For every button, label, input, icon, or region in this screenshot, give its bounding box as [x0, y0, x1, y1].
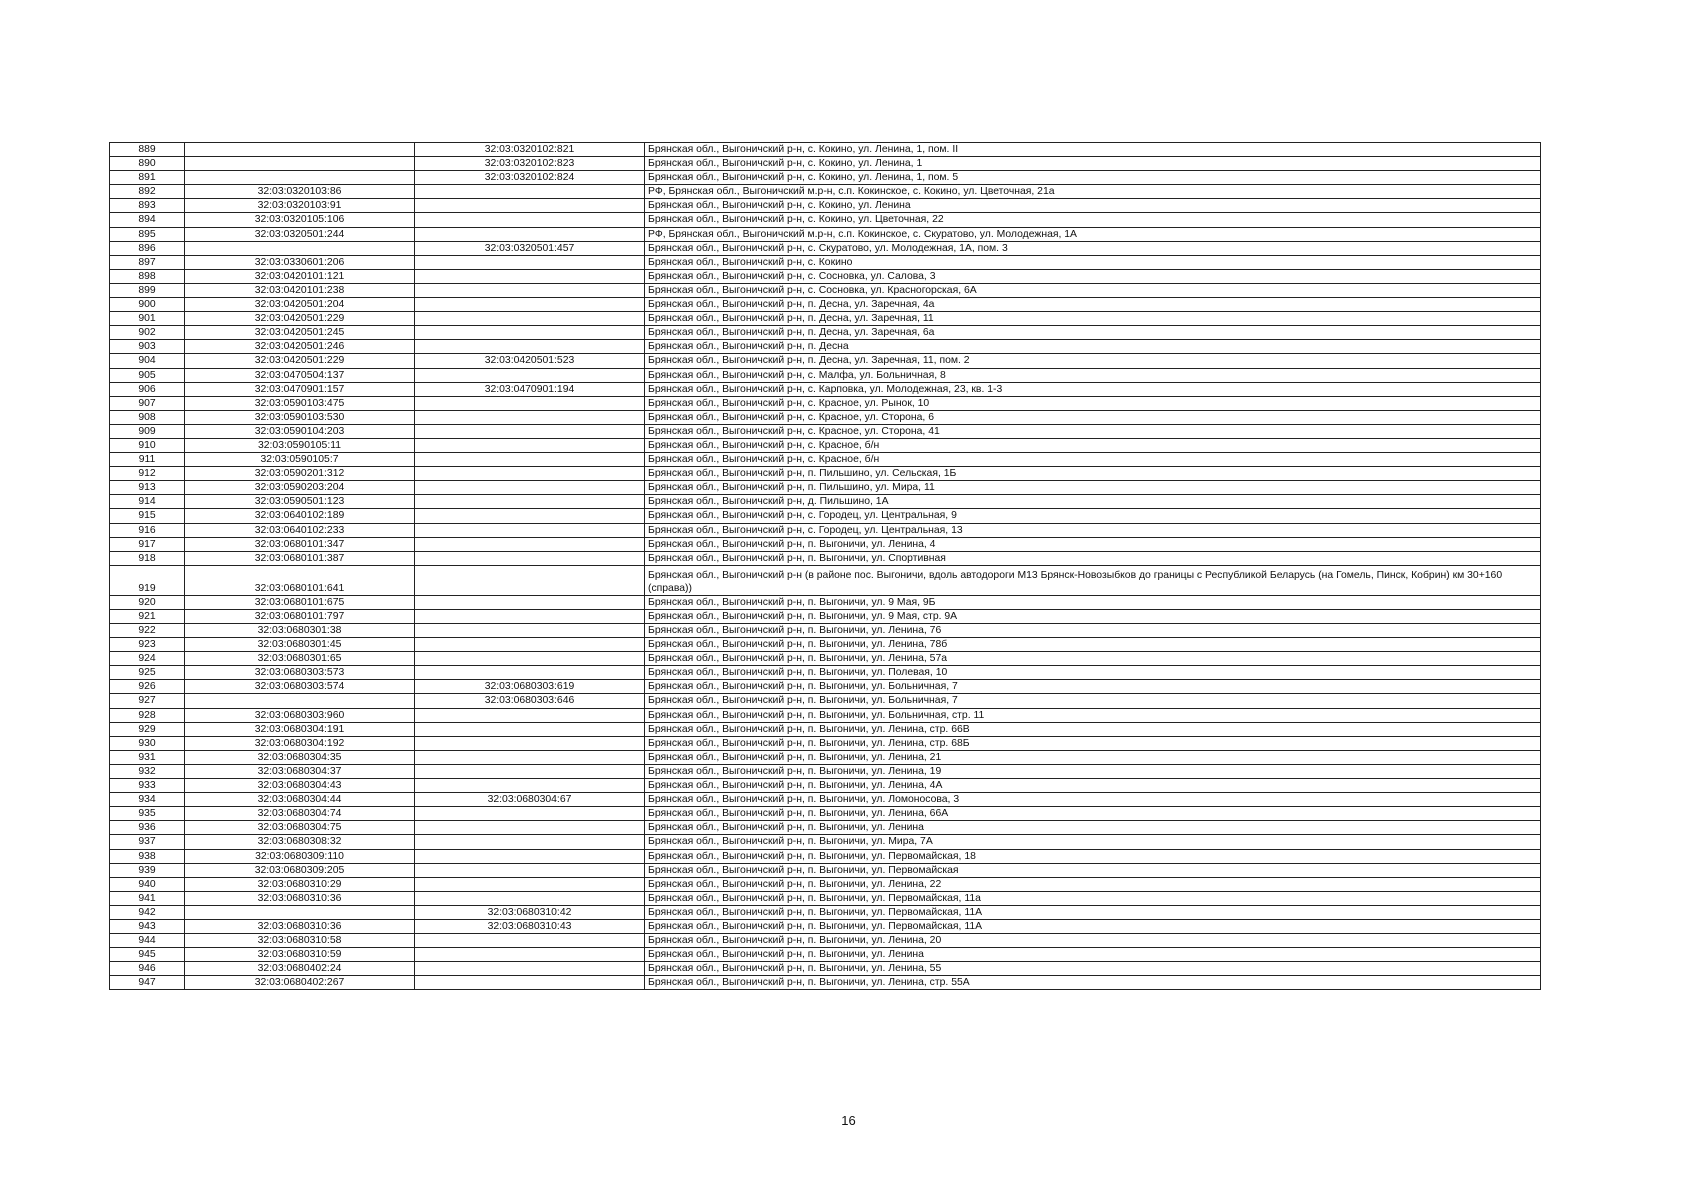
table-row	[110, 807, 1541, 821]
row-number: 908	[110, 410, 185, 424]
row-number: 928	[110, 708, 185, 722]
land-cadastral-number: 32:03:0680304:74	[185, 807, 415, 821]
building-cadastral-number	[415, 312, 645, 326]
building-cadastral-number: 32:03:0680310:42	[415, 905, 645, 919]
row-number: 943	[110, 919, 185, 933]
address: Брянская обл., Выгоничский р-н, с. Кокино, ул. Ленина, 1	[645, 157, 1541, 171]
building-cadastral-number: 32:03:0320102:823	[415, 157, 645, 171]
land-cadastral-number: 32:03:0590203:204	[185, 481, 415, 495]
table-row	[110, 509, 1541, 523]
building-cadastral-number	[415, 849, 645, 863]
row-number: 937	[110, 835, 185, 849]
land-cadastral-number: 32:03:0420501:229	[185, 312, 415, 326]
land-cadastral-number: 32:03:0680301:65	[185, 652, 415, 666]
table-row	[110, 410, 1541, 424]
building-cadastral-number	[415, 410, 645, 424]
address: Брянская обл., Выгоничский р-н, с. Кокино, ул. Цветочная, 22	[645, 213, 1541, 227]
land-cadastral-number: 32:03:0590103:530	[185, 410, 415, 424]
building-cadastral-number: 32:03:0680304:67	[415, 793, 645, 807]
address: Брянская обл., Выгоничский р-н, п. Выгоничи, ул. Первомайская, 11А	[645, 919, 1541, 933]
address: Брянская обл., Выгоничский р-н, п. Выгоничи, ул. Ленина, 19	[645, 764, 1541, 778]
row-number: 938	[110, 849, 185, 863]
table-row	[110, 157, 1541, 171]
row-number: 925	[110, 666, 185, 680]
table-row	[110, 962, 1541, 976]
table-row	[110, 877, 1541, 891]
building-cadastral-number	[415, 934, 645, 948]
table-row	[110, 143, 1541, 157]
table-row	[110, 624, 1541, 638]
building-cadastral-number	[415, 326, 645, 340]
building-cadastral-number: 32:03:0680303:619	[415, 680, 645, 694]
row-number: 906	[110, 382, 185, 396]
building-cadastral-number	[415, 976, 645, 990]
table-row	[110, 298, 1541, 312]
row-number: 902	[110, 326, 185, 340]
table-row	[110, 467, 1541, 481]
address: Брянская обл., Выгоничский р-н, п. Десна, ул. Заречная, 4а	[645, 298, 1541, 312]
land-cadastral-number: 32:03:0680304:191	[185, 722, 415, 736]
building-cadastral-number	[415, 509, 645, 523]
building-cadastral-number	[415, 638, 645, 652]
row-number: 926	[110, 680, 185, 694]
building-cadastral-number	[415, 523, 645, 537]
table-row	[110, 537, 1541, 551]
table-row	[110, 863, 1541, 877]
table-row	[110, 652, 1541, 666]
table-row	[110, 891, 1541, 905]
land-cadastral-number: 32:03:0680301:45	[185, 638, 415, 652]
land-cadastral-number: 32:03:0680101:347	[185, 537, 415, 551]
address: РФ, Брянская обл., Выгоничский м.р-н, с.п. Кокинское, с. Кокино, ул. Цветочная, 21а	[645, 185, 1541, 199]
table-row	[110, 523, 1541, 537]
table-row	[110, 269, 1541, 283]
address: Брянская обл., Выгоничский р-н, п. Выгоничи, ул. 9 Мая, стр. 9А	[645, 609, 1541, 623]
address: Брянская обл., Выгоничский р-н, п. Выгоничи, ул. 9 Мая, 9Б	[645, 595, 1541, 609]
table-row	[110, 638, 1541, 652]
land-cadastral-number: 32:03:0680303:573	[185, 666, 415, 680]
table-row	[110, 312, 1541, 326]
table-row	[110, 708, 1541, 722]
address: Брянская обл., Выгоничский р-н, с. Малфа, ул. Больничная, 8	[645, 368, 1541, 382]
row-number: 894	[110, 213, 185, 227]
row-number: 944	[110, 934, 185, 948]
row-number: 905	[110, 368, 185, 382]
table-row	[110, 481, 1541, 495]
table-row	[110, 835, 1541, 849]
row-number: 900	[110, 298, 185, 312]
cadastral-table	[109, 142, 1541, 990]
address: Брянская обл., Выгоничский р-н, п. Выгоничи, ул. Ленина	[645, 821, 1541, 835]
table-row	[110, 354, 1541, 368]
land-cadastral-number: 32:03:0680308:32	[185, 835, 415, 849]
building-cadastral-number	[415, 467, 645, 481]
row-number: 918	[110, 551, 185, 565]
row-number: 939	[110, 863, 185, 877]
table-row	[110, 382, 1541, 396]
address: РФ, Брянская обл., Выгоничский м.р-н, с.п. Кокинское, с. Скуратово, ул. Молодежная, 1А	[645, 227, 1541, 241]
building-cadastral-number	[415, 368, 645, 382]
address: Брянская обл., Выгоничский р-н, п. Выгоничи, ул. Больничная, 7	[645, 694, 1541, 708]
address: Брянская обл., Выгоничский р-н, с. Городец, ул. Центральная, 9	[645, 509, 1541, 523]
table-row	[110, 609, 1541, 623]
row-number: 929	[110, 722, 185, 736]
row-number: 896	[110, 241, 185, 255]
address: Брянская обл., Выгоничский р-н, п. Выгоничи, ул. Мира, 7А	[645, 835, 1541, 849]
address: Брянская обл., Выгоничский р-н, п. Выгоничи, ул. Ленина, 55	[645, 962, 1541, 976]
address: Брянская обл., Выгоничский р-н, п. Выгоничи, ул. Ленина	[645, 948, 1541, 962]
address: Брянская обл., Выгоничский р-н, с. Кокино, ул. Ленина, 1, пом. 5	[645, 171, 1541, 185]
land-cadastral-number: 32:03:0330601:206	[185, 255, 415, 269]
building-cadastral-number	[415, 750, 645, 764]
row-number: 898	[110, 269, 185, 283]
land-cadastral-number	[185, 241, 415, 255]
address: Брянская обл., Выгоничский р-н, п. Выгоничи, ул. Больничная, стр. 11	[645, 708, 1541, 722]
address: Брянская обл., Выгоничский р-н, п. Пильшино, ул. Сельская, 1Б	[645, 467, 1541, 481]
table-row	[110, 736, 1541, 750]
land-cadastral-number: 32:03:0320103:86	[185, 185, 415, 199]
row-number: 930	[110, 736, 185, 750]
row-number: 895	[110, 227, 185, 241]
building-cadastral-number: 32:03:0680303:646	[415, 694, 645, 708]
row-number: 907	[110, 396, 185, 410]
table-row	[110, 821, 1541, 835]
building-cadastral-number	[415, 213, 645, 227]
row-number: 915	[110, 509, 185, 523]
land-cadastral-number: 32:03:0420501:245	[185, 326, 415, 340]
land-cadastral-number	[185, 905, 415, 919]
table-row	[110, 849, 1541, 863]
address: Брянская обл., Выгоничский р-н, с. Красное, ул. Рынок, 10	[645, 396, 1541, 410]
table-row	[110, 976, 1541, 990]
table-row	[110, 680, 1541, 694]
row-number: 910	[110, 438, 185, 452]
row-number: 914	[110, 495, 185, 509]
land-cadastral-number: 32:03:0420101:238	[185, 283, 415, 297]
table-row	[110, 934, 1541, 948]
table-row	[110, 255, 1541, 269]
address: Брянская обл., Выгоничский р-н, п. Выгоничи, ул. Ленина, 78б	[645, 638, 1541, 652]
address: Брянская обл., Выгоничский р-н, с. Скуратово, ул. Молодежная, 1А, пом. 3	[645, 241, 1541, 255]
building-cadastral-number	[415, 424, 645, 438]
address: Брянская обл., Выгоничский р-н, с. Красное, б/н	[645, 438, 1541, 452]
row-number: 912	[110, 467, 185, 481]
land-cadastral-number: 32:03:0680101:641	[185, 565, 415, 595]
building-cadastral-number: 32:03:0420501:523	[415, 354, 645, 368]
address: Брянская обл., Выгоничский р-н, с. Кокино, ул. Ленина	[645, 199, 1541, 213]
land-cadastral-number	[185, 171, 415, 185]
row-number: 919	[110, 565, 185, 595]
land-cadastral-number: 32:03:0470901:157	[185, 382, 415, 396]
building-cadastral-number: 32:03:0320501:457	[415, 241, 645, 255]
address: Брянская обл., Выгоничский р-н, п. Выгоничи, ул. Ленина, 21	[645, 750, 1541, 764]
table-row	[110, 905, 1541, 919]
address: Брянская обл., Выгоничский р-н, п. Десна, ул. Заречная, 11	[645, 312, 1541, 326]
table-row	[110, 396, 1541, 410]
row-number: 947	[110, 976, 185, 990]
building-cadastral-number	[415, 891, 645, 905]
row-number: 903	[110, 340, 185, 354]
building-cadastral-number	[415, 453, 645, 467]
land-cadastral-number: 32:03:0590104:203	[185, 424, 415, 438]
land-cadastral-number: 32:03:0320105:106	[185, 213, 415, 227]
building-cadastral-number	[415, 551, 645, 565]
land-cadastral-number: 32:03:0320501:244	[185, 227, 415, 241]
row-number: 945	[110, 948, 185, 962]
row-number: 916	[110, 523, 185, 537]
address: Брянская обл., Выгоничский р-н, с. Сосновка, ул. Салова, 3	[645, 269, 1541, 283]
building-cadastral-number	[415, 779, 645, 793]
address: Брянская обл., Выгоничский р-н, с. Красное, б/н	[645, 453, 1541, 467]
row-number: 940	[110, 877, 185, 891]
building-cadastral-number	[415, 199, 645, 213]
row-number: 932	[110, 764, 185, 778]
land-cadastral-number: 32:03:0680304:37	[185, 764, 415, 778]
land-cadastral-number: 32:03:0680402:267	[185, 976, 415, 990]
land-cadastral-number: 32:03:0680310:59	[185, 948, 415, 962]
address: Брянская обл., Выгоничский р-н, п. Выгоничи, ул. Ломоносова, 3	[645, 793, 1541, 807]
table-row	[110, 227, 1541, 241]
land-cadastral-number: 32:03:0680304:192	[185, 736, 415, 750]
building-cadastral-number	[415, 722, 645, 736]
land-cadastral-number: 32:03:0680402:24	[185, 962, 415, 976]
row-number: 893	[110, 199, 185, 213]
row-number: 904	[110, 354, 185, 368]
table-row	[110, 241, 1541, 255]
table-body	[110, 143, 1541, 990]
land-cadastral-number: 32:03:0680303:960	[185, 708, 415, 722]
row-number: 911	[110, 453, 185, 467]
row-number: 909	[110, 424, 185, 438]
table-row	[110, 213, 1541, 227]
address: Брянская обл., Выгоничский р-н, п. Выгоничи, ул. Полевая, 10	[645, 666, 1541, 680]
address: Брянская обл., Выгоничский р-н, п. Выгоничи, ул. Ленина, 76	[645, 624, 1541, 638]
table-row	[110, 424, 1541, 438]
address: Брянская обл., Выгоничский р-н, п. Пильшино, ул. Мира, 11	[645, 481, 1541, 495]
row-number: 899	[110, 283, 185, 297]
building-cadastral-number	[415, 227, 645, 241]
building-cadastral-number	[415, 595, 645, 609]
table-row	[110, 438, 1541, 452]
address: Брянская обл., Выгоничский р-н, п. Выгоничи, ул. Ленина, стр. 68Б	[645, 736, 1541, 750]
address: Брянская обл., Выгоничский р-н, п. Десна	[645, 340, 1541, 354]
table-row	[110, 565, 1541, 595]
row-number: 922	[110, 624, 185, 638]
land-cadastral-number: 32:03:0320103:91	[185, 199, 415, 213]
building-cadastral-number	[415, 438, 645, 452]
address: Брянская обл., Выгоничский р-н, п. Выгоничи, ул. Первомайская, 11а	[645, 891, 1541, 905]
address: Брянская обл., Выгоничский р-н, с. Сосновка, ул. Красногорская, 6А	[645, 283, 1541, 297]
row-number: 889	[110, 143, 185, 157]
building-cadastral-number	[415, 396, 645, 410]
table-row	[110, 750, 1541, 764]
address: Брянская обл., Выгоничский р-н, п. Выгоничи, ул. Спортивная	[645, 551, 1541, 565]
address: Брянская обл., Выгоничский р-н, п. Выгоничи, ул. Первомайская	[645, 863, 1541, 877]
row-number: 917	[110, 537, 185, 551]
row-number: 901	[110, 312, 185, 326]
building-cadastral-number	[415, 652, 645, 666]
building-cadastral-number	[415, 609, 645, 623]
table-row	[110, 595, 1541, 609]
row-number: 946	[110, 962, 185, 976]
table-row	[110, 779, 1541, 793]
address: Брянская обл., Выгоничский р-н, п. Выгоничи, ул. Ленина, 20	[645, 934, 1541, 948]
address: Брянская обл., Выгоничский р-н, с. Красное, ул. Сторона, 41	[645, 424, 1541, 438]
land-cadastral-number: 32:03:0680304:35	[185, 750, 415, 764]
building-cadastral-number	[415, 962, 645, 976]
building-cadastral-number	[415, 736, 645, 750]
building-cadastral-number	[415, 565, 645, 595]
address: Брянская обл., Выгоничский р-н, п. Выгоничи, ул. Больничная, 7	[645, 680, 1541, 694]
land-cadastral-number: 32:03:0590105:11	[185, 438, 415, 452]
building-cadastral-number	[415, 537, 645, 551]
land-cadastral-number	[185, 694, 415, 708]
table-row	[110, 793, 1541, 807]
row-number: 934	[110, 793, 185, 807]
table-row	[110, 764, 1541, 778]
address: Брянская обл., Выгоничский р-н, с. Карповка, ул. Молодежная, 23, кв. 1-3	[645, 382, 1541, 396]
row-number: 913	[110, 481, 185, 495]
building-cadastral-number	[415, 283, 645, 297]
building-cadastral-number	[415, 764, 645, 778]
row-number: 933	[110, 779, 185, 793]
building-cadastral-number	[415, 298, 645, 312]
land-cadastral-number	[185, 157, 415, 171]
land-cadastral-number: 32:03:0420101:121	[185, 269, 415, 283]
table-row	[110, 368, 1541, 382]
building-cadastral-number: 32:03:0320102:821	[415, 143, 645, 157]
address: Брянская обл., Выгоничский р-н (в районе пос. Выгоничи, вдоль автодороги М13 Брянск-Новозыбков до границы с Республикой Беларусь (на Гомель, Пинск, Кобрин) км 30+160 (справа))	[645, 565, 1541, 595]
row-number: 927	[110, 694, 185, 708]
address: Брянская обл., Выгоничский р-н, п. Десна, ул. Заречная, 6а	[645, 326, 1541, 340]
land-cadastral-number: 32:03:0680304:75	[185, 821, 415, 835]
land-cadastral-number: 32:03:0680303:574	[185, 680, 415, 694]
land-cadastral-number: 32:03:0420501:229	[185, 354, 415, 368]
building-cadastral-number	[415, 269, 645, 283]
building-cadastral-number	[415, 495, 645, 509]
land-cadastral-number: 32:03:0640102:189	[185, 509, 415, 523]
table-row	[110, 171, 1541, 185]
address: Брянская обл., Выгоничский р-н, п. Выгоничи, ул. Ленина, стр. 66В	[645, 722, 1541, 736]
row-number: 931	[110, 750, 185, 764]
table-row	[110, 495, 1541, 509]
address: Брянская обл., Выгоничский р-н, п. Выгоничи, ул. Ленина, 66А	[645, 807, 1541, 821]
land-cadastral-number: 32:03:0680301:38	[185, 624, 415, 638]
address: Брянская обл., Выгоничский р-н, п. Выгоничи, ул. Ленина, 57а	[645, 652, 1541, 666]
land-cadastral-number: 32:03:0680101:387	[185, 551, 415, 565]
table-row	[110, 199, 1541, 213]
land-cadastral-number: 32:03:0590105:7	[185, 453, 415, 467]
building-cadastral-number	[415, 807, 645, 821]
address: Брянская обл., Выгоничский р-н, п. Выгоничи, ул. Ленина, стр. 55А	[645, 976, 1541, 990]
building-cadastral-number: 32:03:0680310:43	[415, 919, 645, 933]
table-row	[110, 722, 1541, 736]
land-cadastral-number: 32:03:0680101:797	[185, 609, 415, 623]
land-cadastral-number: 32:03:0680310:58	[185, 934, 415, 948]
row-number: 941	[110, 891, 185, 905]
row-number: 921	[110, 609, 185, 623]
page-number: 16	[841, 1113, 856, 1128]
land-cadastral-number: 32:03:0680310:36	[185, 919, 415, 933]
land-cadastral-number: 32:03:0680304:43	[185, 779, 415, 793]
table-row	[110, 326, 1541, 340]
building-cadastral-number	[415, 185, 645, 199]
land-cadastral-number: 32:03:0680309:110	[185, 849, 415, 863]
land-cadastral-number: 32:03:0590103:475	[185, 396, 415, 410]
land-cadastral-number: 32:03:0680310:36	[185, 891, 415, 905]
building-cadastral-number	[415, 835, 645, 849]
building-cadastral-number	[415, 821, 645, 835]
address: Брянская обл., Выгоничский р-н, п. Десна, ул. Заречная, 11, пом. 2	[645, 354, 1541, 368]
table-row	[110, 340, 1541, 354]
row-number: 923	[110, 638, 185, 652]
address: Брянская обл., Выгоничский р-н, п. Выгоничи, ул. Ленина, 4А	[645, 779, 1541, 793]
table-row	[110, 666, 1541, 680]
land-cadastral-number: 32:03:0680101:675	[185, 595, 415, 609]
row-number: 924	[110, 652, 185, 666]
building-cadastral-number	[415, 340, 645, 354]
row-number: 942	[110, 905, 185, 919]
address: Брянская обл., Выгоничский р-н, с. Кокино, ул. Ленина, 1, пом. II	[645, 143, 1541, 157]
address: Брянская обл., Выгоничский р-н, п. Выгоничи, ул. Первомайская, 18	[645, 849, 1541, 863]
land-cadastral-number: 32:03:0590501:123	[185, 495, 415, 509]
building-cadastral-number	[415, 877, 645, 891]
building-cadastral-number	[415, 481, 645, 495]
building-cadastral-number: 32:03:0470901:194	[415, 382, 645, 396]
land-cadastral-number: 32:03:0640102:233	[185, 523, 415, 537]
row-number: 897	[110, 255, 185, 269]
table-row	[110, 948, 1541, 962]
table-row	[110, 551, 1541, 565]
land-cadastral-number	[185, 143, 415, 157]
address: Брянская обл., Выгоничский р-н, п. Выгоничи, ул. Ленина, 4	[645, 537, 1541, 551]
land-cadastral-number: 32:03:0420501:204	[185, 298, 415, 312]
land-cadastral-number: 32:03:0590201:312	[185, 467, 415, 481]
building-cadastral-number	[415, 255, 645, 269]
land-cadastral-number: 32:03:0680304:44	[185, 793, 415, 807]
address: Брянская обл., Выгоничский р-н, п. Выгоничи, ул. Первомайская, 11А	[645, 905, 1541, 919]
land-cadastral-number: 32:03:0680309:205	[185, 863, 415, 877]
address: Брянская обл., Выгоничский р-н, с. Красное, ул. Сторона, 6	[645, 410, 1541, 424]
land-cadastral-number: 32:03:0680310:29	[185, 877, 415, 891]
building-cadastral-number	[415, 863, 645, 877]
building-cadastral-number	[415, 708, 645, 722]
building-cadastral-number: 32:03:0320102:824	[415, 171, 645, 185]
table-row	[110, 283, 1541, 297]
table-row	[110, 453, 1541, 467]
table-row	[110, 185, 1541, 199]
row-number: 936	[110, 821, 185, 835]
building-cadastral-number	[415, 948, 645, 962]
address: Брянская обл., Выгоничский р-н, с. Кокино	[645, 255, 1541, 269]
address: Брянская обл., Выгоничский р-н, д. Пильшино, 1А	[645, 495, 1541, 509]
land-cadastral-number: 32:03:0470504:137	[185, 368, 415, 382]
address: Брянская обл., Выгоничский р-н, п. Выгоничи, ул. Ленина, 22	[645, 877, 1541, 891]
table-row	[110, 694, 1541, 708]
row-number: 890	[110, 157, 185, 171]
address: Брянская обл., Выгоничский р-н, с. Городец, ул. Центральная, 13	[645, 523, 1541, 537]
table-row	[110, 919, 1541, 933]
row-number: 892	[110, 185, 185, 199]
row-number: 891	[110, 171, 185, 185]
building-cadastral-number	[415, 666, 645, 680]
row-number: 920	[110, 595, 185, 609]
building-cadastral-number	[415, 624, 645, 638]
land-cadastral-number: 32:03:0420501:246	[185, 340, 415, 354]
row-number: 935	[110, 807, 185, 821]
